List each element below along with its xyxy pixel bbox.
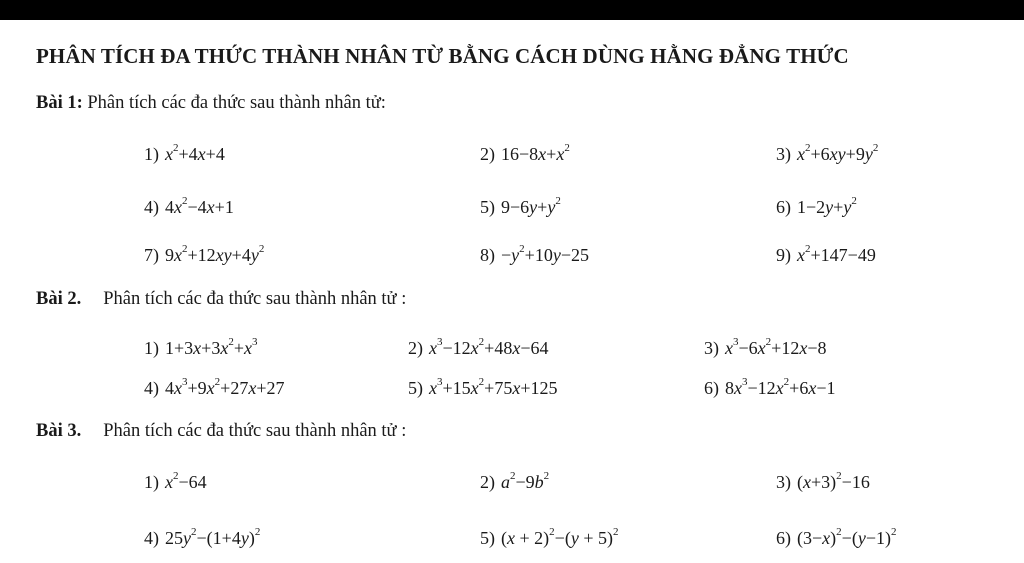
exercise-3-6: 6) $(3-x)^2-(y-1)^2$ (776, 526, 897, 548)
math-expression: $(3-x)^2-(y-1)^2$ (797, 526, 897, 548)
section-text: Phân tích các đa thức sau thành nhân tử : (103, 421, 407, 441)
exercise-3-2: 2) $a^2-9b^2$ (480, 470, 550, 492)
math-expression: $8x^3-12x^2+6x-1$ (725, 376, 836, 398)
math-expression: $9x^2+12xy+4y^2$ (165, 243, 265, 265)
exercise-1-4: 4) $4x^2-4x+1$ (144, 195, 234, 217)
exercise-1-6: 6) $1-2y+y^2$ (776, 195, 857, 217)
math-expression: $9-6y+y^2$ (501, 195, 561, 217)
exercise-3-5: 5) $(x + 2)^2-(y + 5)^2$ (480, 526, 619, 548)
exercise-2-5: 5) $x^3+15x^2+75x+125$ (408, 376, 558, 398)
math-expression: $(x+3)^2-16$ (797, 470, 870, 492)
math-expression: $x^3-6x^2+12x-8$ (725, 336, 827, 358)
math-expression: $(x + 2)^2-(y + 5)^2$ (501, 526, 619, 548)
math-expression: $x^2+147-49$ (797, 243, 876, 265)
exercise-1-8: $8) -y^2+10y-25$ (480, 243, 589, 265)
math-expression: $1-2y+y^2$ (797, 195, 857, 217)
math-expression: $x^3-12x^2+48x-64$ (429, 336, 549, 358)
section-text: Phân tích các đa thức sau thành nhân tử: (87, 93, 386, 113)
math-expression: $x^2+4x+4$ (165, 142, 225, 164)
top-bar (0, 0, 1024, 20)
section-text: Phân tích các đa thức sau thành nhân tử : (103, 289, 407, 309)
math-expression: $x^2-64$ (165, 470, 207, 492)
math-expression: $x^3+15x^2+75x+125$ (429, 376, 558, 398)
exercise-1-2: 2) $16-8x+x^2$ (480, 142, 570, 164)
section-label: Bài 3. (36, 421, 82, 441)
math-expression: $-y^2+10y-25$ (501, 243, 589, 265)
math-expression: $x^2+6xy+9y^2$ (797, 142, 879, 164)
exercise-1-5: 5) $9-6y+y^2$ (480, 195, 561, 217)
exercise-1-1: 1) $x^2+4x+4$ (144, 142, 225, 164)
math-expression: $16-8x+x^2$ (501, 142, 570, 164)
section-heading-1 (36, 93, 386, 114)
exercise-3-4: 4) $25y^2-(1+4y)^2$ (144, 526, 261, 548)
section-heading-3 (36, 421, 406, 442)
exercise-2-6: 6) $8x^3-12x^2+6x-1$ (704, 376, 836, 398)
exercise-3-3: 3) $(x+3)^2-16$ (776, 470, 870, 492)
exercise-1-3: 3) $x^2+6xy+9y^2$ (776, 142, 879, 164)
section-label: Bài 1: (36, 93, 83, 113)
exercise-2-1: 1) $1+3x+3x^2+x^3$ (144, 336, 258, 358)
math-expression: $1+3x+3x^2+x^3$ (165, 336, 258, 358)
exercise-2-3: 3) $x^3-6x^2+12x-8$ (704, 336, 827, 358)
section-label: Bài 2. (36, 289, 82, 309)
exercise-1-7: 7) $9x^2+12xy+4y^2$ (144, 243, 265, 265)
math-expression: $25y^2-(1+4y)^2$ (165, 526, 261, 548)
exercise-3-1: 1) $x^2-64$ (144, 470, 207, 492)
exercise-2-2: 2) $x^3-12x^2+48x-64$ (408, 336, 549, 358)
math-expression: $4x^2-4x+1$ (165, 195, 234, 217)
math-expression: $4x^3+9x^2+27x+27$ (165, 376, 285, 398)
exercise-2-4: 4) $4x^3+9x^2+27x+27$ (144, 376, 285, 398)
section-heading-2 (36, 289, 406, 310)
exercise-1-9: 9) $x^2+147-49$ (776, 243, 876, 265)
math-expression: $a^2-9b^2$ (501, 470, 550, 492)
page-title: PHÂN TÍCH ĐA THỨC THÀNH NHÂN TỪ BẰNG CÁCH DÙNG HẰNG ĐẲNG THỨC (36, 44, 849, 68)
